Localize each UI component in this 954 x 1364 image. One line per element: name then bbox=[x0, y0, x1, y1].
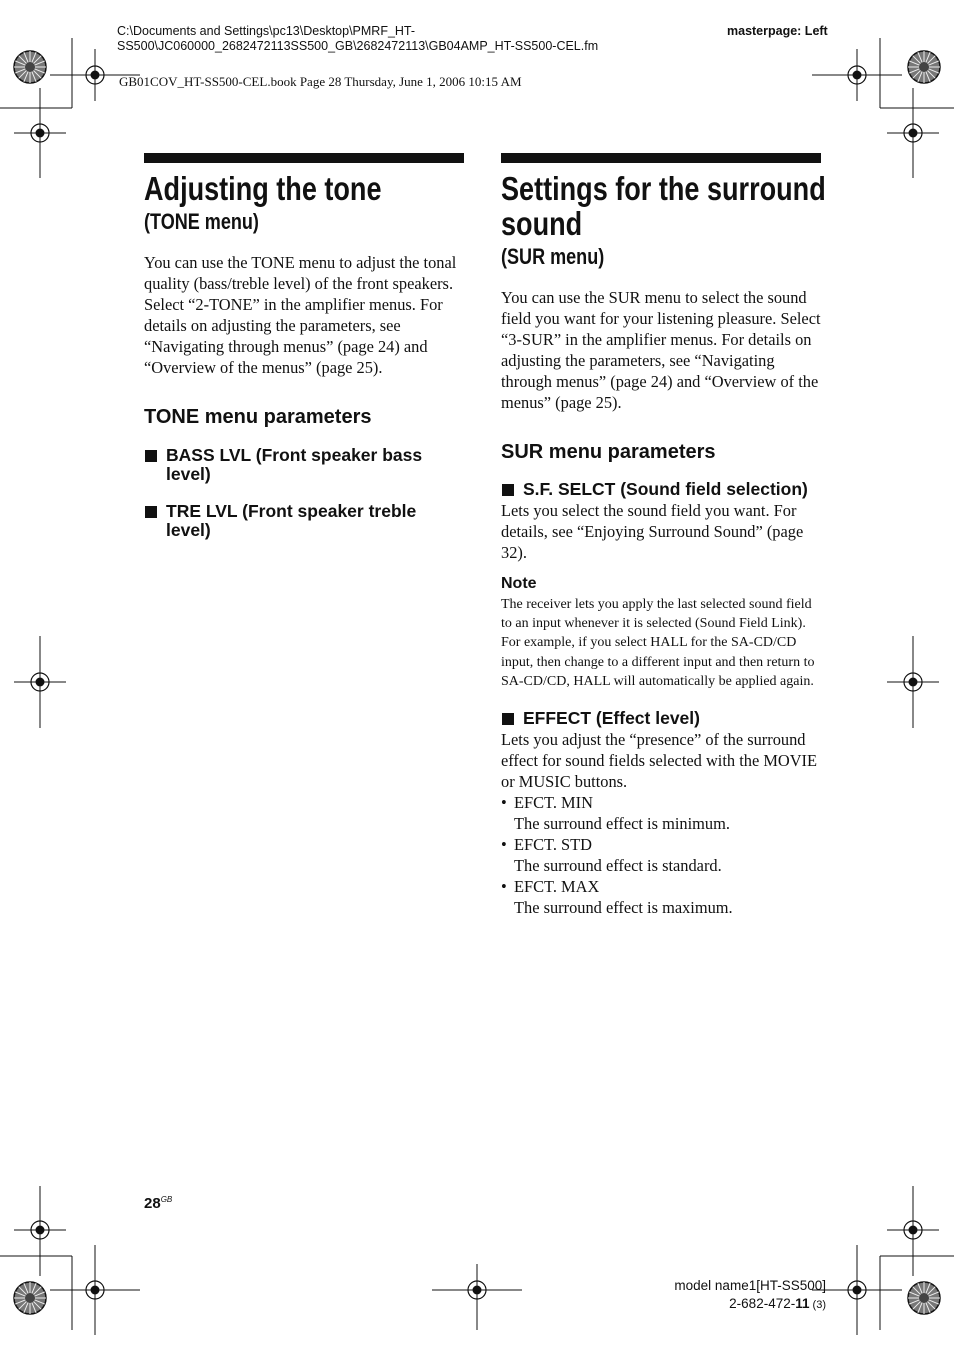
tone-intro-paragraph-1: You can use the TONE menu to adjust the tonal quality (bass/treble level) of the front speakers. bbox=[144, 253, 457, 293]
param-tre-lvl-label: TRE LVL (Front speaker treble level) bbox=[166, 501, 417, 540]
model-code-suffix: (3) bbox=[809, 1299, 826, 1311]
subtitle-tone-menu: (TONE menu) bbox=[144, 209, 259, 234]
param-bass-lvl bbox=[144, 446, 464, 484]
param-effect bbox=[501, 709, 821, 728]
square-bullet-icon bbox=[502, 713, 514, 725]
param-sf-selct bbox=[501, 480, 821, 499]
list-item bbox=[501, 792, 821, 834]
model-code bbox=[674, 1295, 826, 1314]
masterpage-label: masterpage: Left bbox=[727, 24, 828, 38]
page-title-surround-line-2: sound bbox=[501, 205, 583, 242]
sur-params-heading: SUR menu parameters bbox=[501, 441, 716, 463]
effect-desc: The surround effect is standard. bbox=[514, 856, 722, 876]
square-bullet-icon bbox=[502, 484, 514, 496]
square-bullet-icon bbox=[145, 506, 157, 518]
param-sf-selct-text: Lets you select the sound field you want. For details, see “Enjoying Surround Sound” (page 32). bbox=[501, 501, 804, 562]
page-number-value: 28 bbox=[144, 1195, 161, 1212]
page-title-surround-line-1: Settings for the surround bbox=[501, 170, 826, 207]
file-path-line-1: C:\Documents and Settings\pc13\Desktop\PMRF_HT- bbox=[117, 24, 416, 38]
page-title-tone: Adjusting the tone bbox=[144, 170, 382, 207]
effect-desc: The surround effect is minimum. bbox=[514, 814, 730, 834]
bullet-icon: • bbox=[501, 793, 507, 813]
list-item bbox=[501, 876, 821, 918]
param-tre-lvl bbox=[144, 502, 464, 540]
param-effect-label: EFFECT (Effect level) bbox=[523, 708, 700, 729]
file-path-line-2: SS500\JC060000_2682472113SS500_GB\2682472113\GB04AMP_HT-SS500-CEL.fm bbox=[117, 39, 599, 53]
model-code-bold: 11 bbox=[795, 1296, 810, 1311]
right-column bbox=[501, 153, 826, 918]
section-rule bbox=[501, 153, 821, 163]
tone-intro bbox=[144, 252, 464, 378]
tone-intro-paragraph-2: Select “2-TONE” in the amplifier menus. For details on adjusting the parameters, see “Navigating through menus” (page 24) and “Overview of the menus” (page 25). bbox=[144, 295, 443, 377]
param-effect-text: Lets you adjust the “presence” of the surround effect for sound fields selected with the MOVIE or MUSIC buttons. bbox=[501, 730, 818, 792]
sur-intro: You can use the SUR menu to select the sound field you want for your listening pleasure. Select “3-SUR” in the amplifier menus. For details on adjusting the parameters, see “Navigating through menus” (page 24) and “Overview of the menus” (page 25). bbox=[501, 288, 821, 412]
effect-desc: The surround effect is maximum. bbox=[514, 898, 733, 918]
bullet-icon: • bbox=[501, 877, 507, 897]
list-item bbox=[501, 834, 821, 876]
model-info bbox=[674, 1277, 826, 1314]
model-name: model name1[HT-SS500] bbox=[674, 1278, 826, 1293]
model-code-prefix: 2-682-472- bbox=[729, 1296, 796, 1311]
param-bass-lvl-label: BASS LVL (Front speaker bass level) bbox=[166, 445, 423, 484]
effect-name: EFCT. STD bbox=[514, 835, 593, 855]
file-path-header bbox=[117, 24, 677, 54]
note-heading: Note bbox=[501, 575, 537, 592]
left-column bbox=[144, 153, 464, 540]
page-number-suffix: GB bbox=[160, 1195, 173, 1204]
page-number bbox=[144, 1195, 172, 1212]
effect-list bbox=[501, 792, 821, 918]
square-bullet-icon bbox=[145, 450, 157, 462]
tone-params-heading: TONE menu parameters bbox=[144, 406, 372, 428]
note-text: The receiver lets you apply the last selected sound field to an input whenever it is selected (Sound Field Link). For example, if you select HALL for the SA-CD/CD input, then change to a different input and then return to SA-CD/CD, HALL will automatically be applied again. bbox=[501, 597, 815, 689]
bullet-icon: • bbox=[501, 835, 507, 855]
subtitle-sur-menu: (SUR menu) bbox=[501, 244, 605, 269]
section-rule bbox=[144, 153, 464, 163]
book-info: GB01COV_HT-SS500-CEL.book Page 28 Thursday, June 1, 2006 10:15 AM bbox=[119, 74, 522, 89]
param-sf-selct-label: S.F. SELCT (Sound field selection) bbox=[523, 479, 808, 499]
effect-name: EFCT. MIN bbox=[514, 793, 593, 813]
effect-name: EFCT. MAX bbox=[514, 877, 600, 897]
